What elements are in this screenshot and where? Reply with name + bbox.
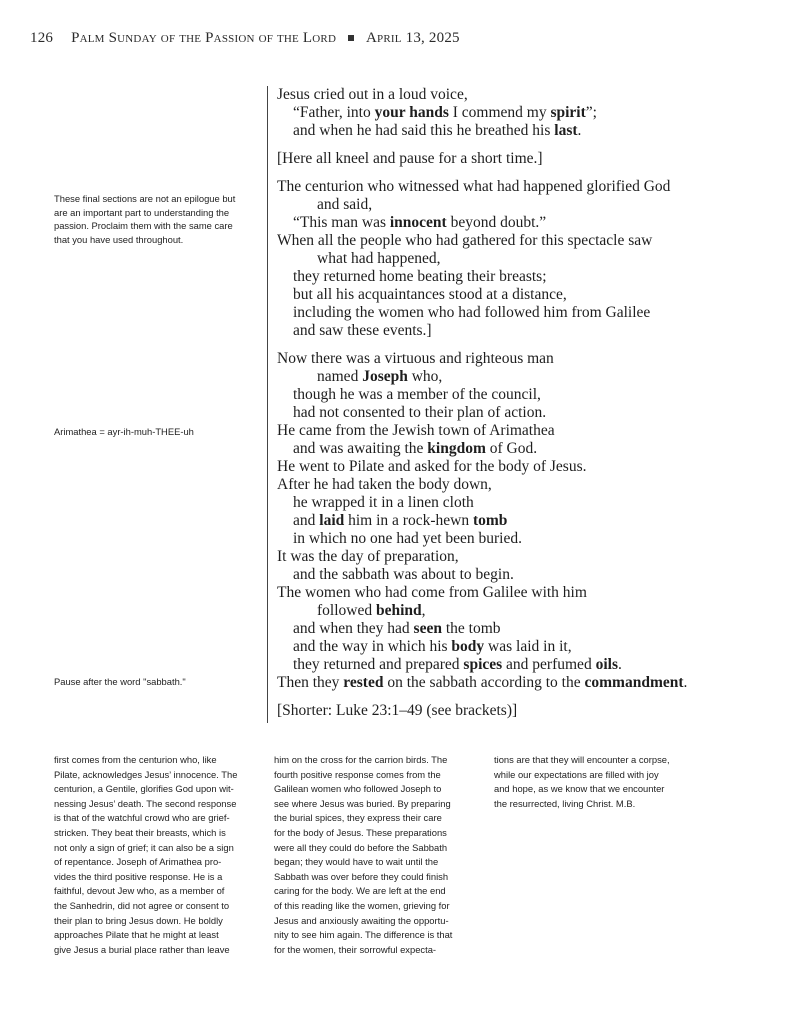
commentary-line: approaches Pilate that he might at least [54,929,219,941]
emphasized-word: laid [319,512,345,529]
reading-text-run: and when they had [293,620,414,637]
commentary-line: stricken. They beat their breasts, which is [54,826,226,838]
emphasized-word: kingdom [427,440,486,457]
reading-line [277,494,747,512]
emphasized-word: spirit [550,104,586,121]
commentary-line: Pilate, acknowledges Jesus’ innocence. The [54,768,238,780]
reading-block-death [277,86,747,140]
reading-text-run: Jesus cried out in a loud voice, [277,86,468,103]
commentary-line: not only a sign of grief; it can also be a sign [54,841,234,853]
reading-text-run: ”; [585,104,597,121]
reading-text-run: , [421,602,426,619]
reading-text-run: the tomb [441,620,501,637]
emphasized-word: commandment [584,674,684,691]
reading-text-run: in which no one had yet been buried. [293,530,522,547]
reading-text-run: and the way in which his [293,638,452,655]
reading-line [277,150,747,168]
reading-line [277,440,747,458]
emphasized-word: tomb [472,512,508,529]
commentary-line: fourth positive response comes from the [274,768,441,780]
reading-line [277,268,747,286]
reading-text-run: on the sabbath according to the [383,674,585,691]
commentary-line: give Jesus a burial place rather than leave [54,943,230,955]
reading-text-run: he wrapped it in a linen cloth [293,494,474,511]
column-divider [267,86,268,723]
reading-line [277,286,747,304]
page-date: April 13, 2025 [366,30,460,46]
commentary-line: tions are that they will encounter a corpse, [494,754,670,765]
emphasized-word: seen [413,620,442,637]
commentary-line: Sabbath was over before they could finish [274,870,449,882]
reading-line [277,350,747,368]
reading-text-run: including the women who had followed him from Galilee [293,304,651,321]
reading-text-run: Then they [277,674,344,691]
reading-text-run: [Here all kneel and pause for a short time.] [277,150,543,167]
commentary-line: faithful, devout Jew who, as a member of [54,885,225,897]
reading-line [277,304,747,322]
reading-line [277,530,747,548]
emphasized-word: rested [343,674,384,691]
reading-line [277,656,747,674]
reading-block-burial [277,350,747,692]
commentary-line: for the women, their sorrowful expecta- [274,943,437,955]
reading-text [277,86,747,730]
reading-text-run: He went to Pilate and asked for the body of Jesus. [277,458,587,475]
reading-text-run: and when he had said this he breathed his [293,122,555,139]
commentary-line: of this reading like the women, grieving for [274,899,450,911]
emphasized-word: behind [375,602,422,619]
commentary-line: the burial spices, they express their care [274,812,442,824]
emphasized-word: innocent [389,214,447,231]
reading-text-run: . [617,656,622,673]
emphasized-word: last [554,122,578,139]
reading-text-run: they returned and prepared [293,656,464,673]
reading-text-run: The centurion who witnessed what had happened glorified God [277,178,671,195]
commentary-line: first comes from the centurion who, like [54,754,217,765]
reading-line [277,232,747,250]
reading-text-run: though he was a member of the council, [293,386,541,403]
emphasized-word: your hands [374,104,449,121]
separator-square-icon [348,35,354,41]
commentary-line: is that of the watchful crowd who are grief- [54,812,230,824]
margin-note-pronunciation: Arimathea = ayr-ih-muh-THEE-uh [54,426,194,437]
commentary-line: the resurrected, living Christ. M.B. [494,797,636,809]
reading-text-run: I commend my [448,104,551,121]
reading-line [277,178,747,196]
reading-text-run: named [317,368,363,385]
margin-note-pause: Pause after the word "sabbath." [54,676,186,687]
reading-text-run: When all the people who had gathered for this spectacle saw [277,232,653,249]
commentary-line: nessing Jesus’ death. The second response [54,797,237,809]
emphasized-word: Joseph [362,368,408,385]
emphasized-word: spices [463,656,503,673]
reading-line [277,512,747,530]
reading-line [277,214,747,232]
commentary-line: for the body of Jesus. These preparations [274,826,447,838]
reading-line [277,476,747,494]
note-line: passion. Proclaim them with the same care [54,220,233,231]
reading-text-run: beyond doubt.” [446,214,547,231]
reading-text-run: . [683,674,688,691]
reading-text-run: of God. [485,440,538,457]
reading-text-run: [Shorter: Luke 23:1–49 (see brackets)] [277,702,518,719]
reading-line [277,404,747,422]
commentary-line: of repentance. Joseph of Arimathea pro- [54,856,222,868]
reading-text-run: what had happened, [317,250,441,267]
commentary-column-2 [274,753,479,957]
reading-text-run: . [577,122,582,139]
reading-text-run: who, [407,368,443,385]
page-header [30,30,460,47]
reading-line [277,104,747,122]
reading-text-run: and said, [317,196,373,213]
reading-text-run: It was the day of preparation, [277,548,459,565]
reading-block-centurion [277,178,747,340]
reading-text-run: and the sabbath was about to begin. [293,566,514,583]
reading-line [277,122,747,140]
commentary-line: vides the third positive response. He is a [54,870,223,882]
reading-line [277,584,747,602]
emphasized-word: oils [595,656,618,673]
reading-text-run: After he had taken the body down, [277,476,492,493]
commentary-line: nity to see him again. The difference is that [274,929,453,941]
commentary-line: while our expectations are filled with joy [494,768,659,780]
reading-line [277,602,747,620]
reading-line [277,86,747,104]
reading-text-run: “This man was [293,214,390,231]
page-number: 126 [30,30,54,46]
reading-line [277,250,747,268]
reading-line [277,674,747,692]
note-line: that you have used throughout. [54,233,184,245]
reading-text-run: they returned home beating their breasts; [293,268,547,285]
reading-text-run: and saw these events.] [293,322,432,339]
commentary-column-3 [494,753,714,811]
reading-text-run: Now there was a virtuous and righteous man [277,350,554,367]
commentary-line: their plan to bring Jesus down. He boldly [54,914,223,926]
reading-text-run: had not consented to their plan of action. [293,404,547,421]
commentary-line: began; they would have to wait until the [274,856,439,868]
commentary-line: see where Jesus was buried. By preparing [274,797,451,809]
margin-note-epilogue [54,192,259,246]
commentary-column-1 [54,753,259,957]
note-line: These final sections are not an epilogue but [54,193,236,204]
commentary-line: the Sanhedrin, did not agree or consent to [54,899,230,911]
reading-text-run: followed [317,602,376,619]
reading-block-shorter [277,702,747,720]
reading-text-run: “Father, into [293,104,375,121]
reading-text-run: but all his acquaintances stood at a distance, [293,286,567,303]
reading-line [277,368,747,386]
reading-line [277,322,747,340]
reading-line [277,620,747,638]
commentary-line: Galilean women who followed Joseph to [274,783,442,795]
commentary-line: and hope, as we know that we encounter [494,783,665,795]
reading-text-run: He came from the Jewish town of Arimathea [277,422,555,439]
reading-line [277,386,747,404]
reading-line [277,422,747,440]
reading-text-run: and perfumed [502,656,596,673]
emphasized-word: body [451,638,485,655]
reading-line [277,196,747,214]
reading-text-run: him in a rock-hewn [344,512,473,529]
page-title: Palm Sunday of the Passion of the Lord [71,30,337,46]
commentary-line: Jesus and anxiously awaiting the opportu- [274,914,449,926]
commentary-line: centurion, a Gentile, glorifies God upon wit- [54,783,234,795]
reading-text-run: was laid in it, [484,638,572,655]
reading-line [277,458,747,476]
reading-line [277,702,747,720]
commentary-line: caring for the body. We are left at the end [274,885,446,897]
reading-line [277,566,747,584]
reading-text-run: and was awaiting the [293,440,428,457]
reading-text-run: and [293,512,320,529]
reading-line [277,548,747,566]
reading-text-run: The women who had come from Galilee with him [277,584,587,601]
reading-line [277,638,747,656]
reading-block-rubric [277,150,747,168]
note-line: are an important part to understanding the [54,206,230,218]
commentary-line: him on the cross for the carrion birds. The [274,754,448,765]
commentary-line: were all they could do before the Sabbath [274,841,448,853]
